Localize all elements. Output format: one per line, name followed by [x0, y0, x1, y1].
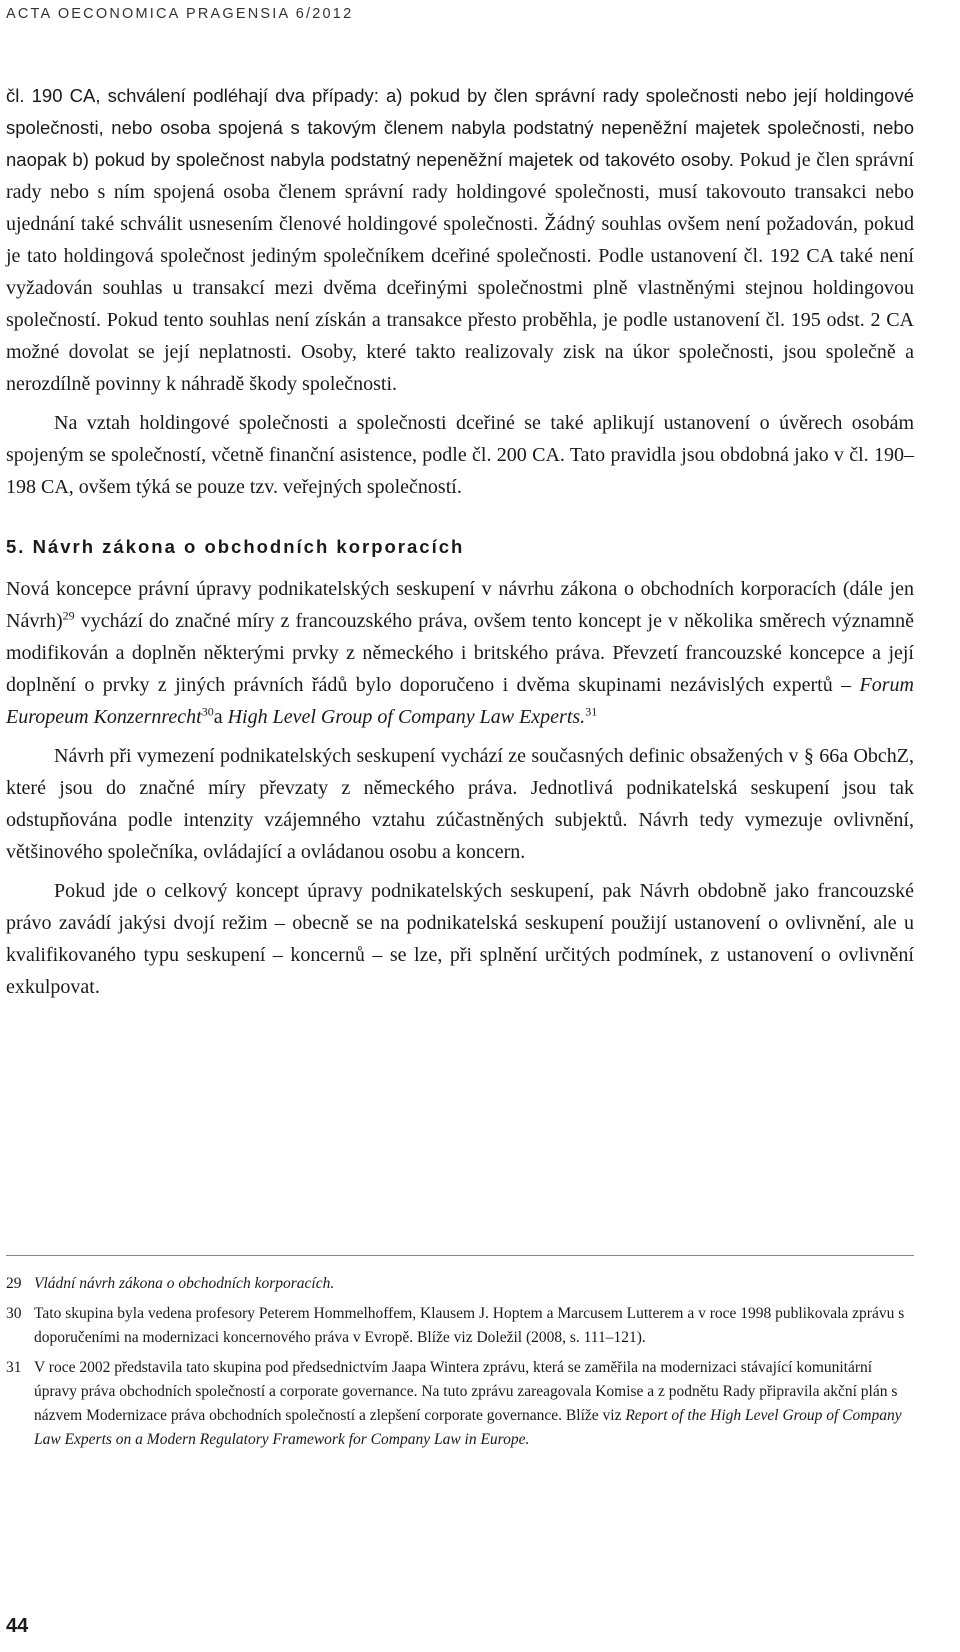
section-paragraph-3: Pokud jde o celkový koncept úpravy podnikatelských seskupení, pak Návrh obdobně jako francouzské právo zavádí jakýsi dvojí režim – obecně se na podnikatelská seskupení použijí ustanovení o ovlivnění, ale u kvalifikovaného typu seskupení – koncernů – se lze, při splnění určitých podmínek, z ustanovení o ovlivnění exkulpovat. — [6, 880, 914, 998]
footnote-text: Tato skupina byla vedena profesory Peterem Hommelhoffem, Klausem J. Hoptem a Marcusem Lutterem a v roce 1998 publikovala zprávu s doporučeními na modernizaci koncernového práva v Evropě. Blíže viz Doležil (2008, s. 111–121). — [34, 1305, 905, 1346]
paragraph-1-sans-part: čl. 190 CA, schválení podléhají dva případy: a) pokud by člen správní rady společnosti nebo její holdingové společnosti, nebo osoba spojená s takovým členem nabyla podstatný nepeněžní majetek společnosti, nebo naopak b) pokud by společnost nabyla podstatný nepeněžní majetek od takovéto osoby. — [6, 85, 914, 170]
report-title: Report of the High Level Group of Company Law Experts on a Modern Regulatory Framework for Company Law in Europe. — [34, 1407, 902, 1448]
footnote-ref-30[interactable]: 30 — [201, 704, 214, 719]
section-paragraph-2: Návrh při vymezení podnikatelských seskupení vychází ze současných definic obsažených v § 66a ObchZ, které jsou do značné míry převzaty z německého práva. Jednotlivá podnikatelská seskupení jsou tak odstupňována podle intenzity vzájemného vztahu zúčastněných subjektů. Návrh tedy vymezuje ovlivnění, většinového společníka, ovládající a ovládanou osobu a koncern. — [6, 745, 914, 863]
forum-europeum-name: Forum Europeum Konzernrecht — [6, 674, 914, 728]
section-paragraph-1 — [6, 573, 914, 733]
main-text — [6, 80, 914, 1003]
paragraph-1-serif-part: Pokud je člen správní rady nebo s ním spojená osoba členem správní rady holdingové společnosti, musí takovouto transakci nebo ujednání také schválit usnesením členové holdingové společnosti. Žádný souhlas ovšem není požadován, pokud je tato holdingová společnost jediným společníkem dceřiné společnosti. Podle ustanovení čl. 192 CA také není vyžadován souhlas u transakcí mezi dvěma dceřinými společnostmi plně vlastněnými stejnou holdingovou společností. Pokud tento souhlas není získán a transakce přesto proběhla, je podle ustanovení čl. 195 odst. 2 CA možné dovolat se její neplatnosti. Osoby, které takto realizovaly zisk na úkor společnosti, jsou společně a nerozdílně povinny k náhradě škody společnosti. — [6, 149, 914, 395]
footnote-ref-29[interactable]: 29 — [62, 608, 75, 623]
footnote-ref-31[interactable]: 31 — [585, 704, 598, 719]
footnote-number: 30 — [6, 1305, 22, 1322]
page-number: 44 — [6, 1615, 29, 1637]
footnote-number: 31 — [6, 1359, 22, 1376]
footnote-30 — [6, 1302, 914, 1350]
footnote-text: Vládní návrh zákona o obchodních korporacích. — [34, 1275, 335, 1292]
footnote-29 — [6, 1272, 914, 1296]
footnote-text-plain: V roce 2002 představila tato skupina pod předsednictvím Jaapa Wintera zprávu, která se zaměřila na modernizaci stávající komunitární úpravy práva obchodních společností a corporate governance. Na tuto zprávu zareagovala Komise a z podnětu Rady připravila akční plán s názvem Modernizace práva obchodních společností a zlepšení corporate governance. Blíže viz — [34, 1359, 898, 1424]
high-level-group-name: High Level Group of Company Law Experts. — [227, 706, 586, 728]
footnotes — [6, 1255, 914, 1452]
footnote-number: 29 — [6, 1275, 22, 1292]
section-paragraph-1-text-b: vychází do značné míry z francouzského práva, ovšem tento koncept je v několika směrech významně modifikován a doplněn některými prvky z německého i britského práva. Převzetí francouzské koncepce a její doplnění o prvky z jiných právních řádů bylo doporučeno i dvěma skupinami nezávislých expertů – — [6, 610, 914, 696]
footnote-31 — [6, 1356, 914, 1452]
paragraph-2: Na vztah holdingové společnosti a společnosti dceřiné se také aplikují ustanovení o úvěrech osobám spojeným se společností, včetně finanční asistence, podle čl. 200 CA. Tato pravidla jsou obdobná jako v čl. 190–198 CA, ovšem týká se pouze tzv. veřejných společností. — [6, 412, 914, 498]
section-paragraph-1-text-a: Nová koncepce právní úpravy podnikatelských seskupení v návrhu zákona o obchodních korporacích (dále jen Návrh) — [6, 578, 914, 632]
paragraph-1 — [6, 80, 914, 400]
journal-header: ACTA OECONOMICA PRAGENSIA 6/2012 — [6, 6, 354, 22]
section-paragraph-1-text-c: a — [213, 706, 228, 728]
section-title: 5. Návrh zákona o obchodních korporacích — [6, 536, 465, 557]
footnote-text — [34, 1356, 914, 1452]
section-5 — [6, 533, 914, 1003]
